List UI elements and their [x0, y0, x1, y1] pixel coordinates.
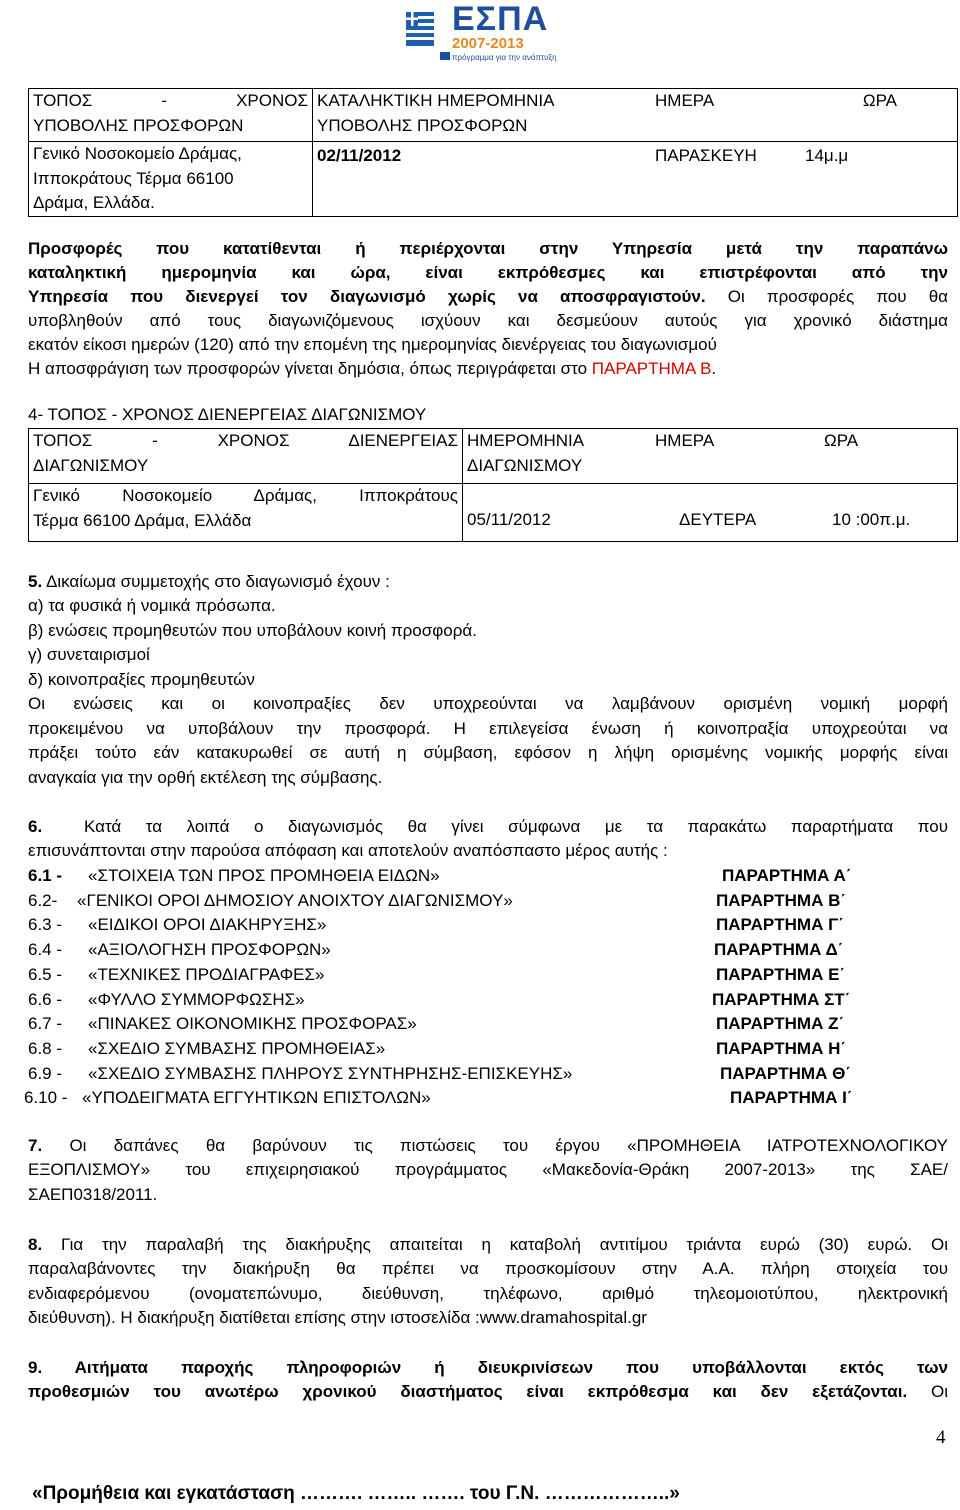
section7-line: ΣΑΕΠ0318/2011.: [28, 1185, 158, 1204]
late-para-line: [28, 285, 948, 310]
procedure-place-cell: [29, 484, 463, 542]
annex-item-number: 6.8 -: [28, 1038, 63, 1058]
annex-item-number: 6.6 -: [28, 989, 63, 1009]
annex-item-label: ΠΑΡΑΡΤΗΜΑ Δ΄: [714, 940, 844, 960]
annex-item-label: ΠΑΡΑΡΤΗΜΑ Γ΄: [716, 915, 844, 935]
section9-bold: προθεσμιών του ανωτέρω χρονικού διαστήματος είναι εκπρόθεσμα και δεν εξετάζονται.: [28, 1382, 908, 1401]
header-line: ΔΙΑΓΩΝΙΣΜΟΥ: [467, 455, 583, 475]
header-line: ΗΜΕΡΟΜΗΝΙΑ: [467, 431, 585, 450]
deadline-time-cell: [789, 142, 958, 217]
footer: «Προμήθεια και εγκατάσταση ………. …….. ……. του Γ.Ν. ………………..»: [32, 1483, 680, 1504]
procedure-time: 10 :00π.μ.: [832, 510, 911, 530]
list-item: δ) κοινοπραξίες προμηθευτών: [28, 670, 255, 689]
section5-para-line: προκειμένου να υποβάλουν την προσφορά. Η επιλεγείσα ένωση ή κοινοπραξία υποχρεούται να: [28, 719, 948, 738]
annex-item-title: «ΥΠΟΔΕΙΓΜΑΤΑ ΕΓΓΥΗΤΙΚΩΝ ΕΠΙΣΤΟΛΩΝ»: [82, 1088, 431, 1108]
annex-item-number: 6.5 -: [28, 964, 63, 984]
procedure-time-cell: [804, 484, 958, 542]
late-para-bold: Υπηρεσία που διενεργεί τον διαγωνισμό χωρίς να αποσφραγιστούν.: [28, 287, 706, 306]
section7-line: [28, 1134, 948, 1159]
logo-title: ΕΣΠΑ: [452, 0, 549, 38]
deadline-header: [313, 89, 652, 142]
annex-item-number: 6.7 -: [28, 1014, 63, 1034]
section7-line: ΕΞΟΠΛΙΣΜΟΥ» του επιχειρησιακού προγράμματος «Μακεδονία-Θράκη 2007-2013» της ΣΑΕ/: [28, 1160, 948, 1179]
annex-item-title: «ΠΙΝΑΚΕΣ ΟΙΚΟΝΟΜΙΚΗΣ ΠΡΟΣΦΟΡΑΣ»: [88, 1014, 417, 1034]
greek-flag-icon: [406, 12, 434, 46]
annex-item-label: ΠΑΡΑΡΤΗΜΑ ΣΤ΄: [712, 989, 851, 1009]
section8-line: διεύθυνση). Η διακήρυξη διατίθεται επίσης στην ιστοσελίδα :www.dramahospital.gr: [28, 1308, 647, 1327]
list-item: α) τα φυσικά ή νομικά πρόσωπα.: [28, 596, 276, 615]
section-text: Οι δαπάνες θα βαρύνουν τις πιστώσεις του έργου «ΠΡΟΜΗΘΕΙΑ ΙΑΤΡΟΤΕΧΝΟΛΟΓΙΚΟΥ: [42, 1136, 948, 1155]
place-line: Ιπποκράτους Τέρμα 66100: [33, 168, 234, 188]
place-line: Γενικό Νοσοκομείο Δράμας,: [33, 144, 242, 163]
annex-item-number: 6.4 -: [28, 940, 63, 960]
late-para-line: υποβληθούν από τους διαγωνιζόμενους ισχύουν και δεσμεύουν αυτούς για χρονικό διάστημα: [28, 311, 948, 330]
annex-item-title: «ΣΤΟΙΧΕΙΑ ΤΩΝ ΠΡΟΣ ΠΡΟΜΗΘΕΙΑ ΕΙΔΩΝ»: [88, 866, 440, 885]
place-line: Δράμα, Ελλάδα.: [33, 193, 155, 212]
section9-line: [28, 1380, 948, 1405]
deadline-day-cell: [651, 142, 789, 217]
annex-item-label: ΠΑΡΑΡΤΗΜΑ Ζ΄: [716, 1014, 845, 1034]
annex-item-label: ΠΑΡΑΡΤΗΜΑ Θ΄: [720, 1063, 851, 1083]
section5-para-line: Οι ενώσεις και οι κοινοπραξίες δεν υποχρεούνται να λαμβάνουν ορισμένη νομική μορφή: [28, 694, 948, 713]
header-line: ΔΙΑΓΩΝΙΣΜΟΥ: [33, 455, 149, 475]
annex-item-label: ΠΑΡΑΡΤΗΜΑ Α΄: [722, 866, 852, 885]
logo-subtitle: πρόγραμμα για την ανάπτυξη: [452, 53, 557, 62]
section6-line: Κατά τα λοιπά ο διαγωνισμός θα γίνει σύμφωνα με τα παρακάτω παραρτήματα που: [84, 817, 948, 836]
late-para-rest: Οι προσφορές που θα: [705, 287, 948, 306]
list-item: β) ενώσεις προμηθευτών που υποβάλουν κοινή προσφορά.: [28, 621, 477, 640]
procedure-day: ΔΕΥΤΕΡΑ: [679, 510, 757, 530]
deadline-time: 14μ.μ: [805, 146, 849, 165]
section5-title: [28, 570, 948, 595]
header-line: ΤΟΠΟΣ - ΧΡΟΝΟΣ ΔΙΕΝΕΡΓΕΙΑΣ: [33, 431, 458, 450]
procedure-place-header: [29, 429, 463, 484]
procedure-date: 05/11/2012: [467, 510, 551, 530]
section-text: Για την παραλαβή της διακήρυξης απαιτείται η καταβολή αντιτίμου τριάντα ευρώ (30) ευρώ. Οι: [42, 1235, 948, 1254]
header-line: ΥΠΟΒΟΛΗΣ ΠΡΟΣΦΟΡΩΝ: [317, 115, 528, 135]
annex-item-label: ΠΑΡΑΡΤΗΜΑ Ι΄: [730, 1088, 853, 1108]
section6-line: επισυνάπτονται στην παρούσα απόφαση και αποτελούν αναπόσπαστο μέρος αυτής :: [28, 841, 668, 860]
late-para-line: Προσφορές που κατατίθενται ή περιέρχονται στην Υπηρεσία μετά την παραπάνω: [28, 239, 948, 258]
logo-years: 2007-2013: [452, 35, 524, 52]
annex-item-title: «ΦΥΛΛΟ ΣΥΜΜΟΡΦΩΣΗΣ»: [88, 989, 305, 1009]
section5-para-line: πράξει τούτο εάν κατακυρωθεί σε αυτή η σύμβαση, εφόσον η λήψη ορισμένης νομικής μορφής είναι: [28, 743, 948, 762]
header-line: ΚΑΤΑΛΗΚΤΙΚΗ ΗΜΕΡΟΜΗΝΙΑ: [317, 91, 555, 110]
place-line: Τέρμα 66100 Δράμα, Ελλάδα: [33, 510, 252, 530]
annex-item-label: ΠΑΡΑΡΤΗΜΑ Ε΄: [716, 964, 846, 984]
time-header: ΩΡΑ: [789, 89, 958, 142]
late-para-line: εκατόν είκοσι ημερών (120) από την επομένη της ημερομηνίας διενέργειας του διαγωνισμού: [28, 335, 717, 354]
annex-item-number: 6.3 -: [28, 915, 63, 935]
deadline-date-cell: [313, 142, 652, 217]
eu-flag-icon: [440, 52, 450, 60]
section-title: Δικαίωμα συμμετοχής στο διαγωνισμό έχουν :: [42, 572, 390, 591]
late-para-line: [28, 357, 948, 382]
annex-item-title: «ΓΕΝΙΚΟΙ ΟΡΟΙ ΔΗΜΟΣΙΟΥ ΑΝΟΙΧΤΟΥ ΔΙΑΓΩΝΙΣΜΟΥ»: [77, 890, 513, 910]
deadline-date: 02/11/2012: [317, 146, 402, 165]
section8-line: παραλαβάνοντες την διακήρυξη θα πρέπει να προσκομίσουν στην Α.Α. πλήρη στοιχεία του: [28, 1259, 948, 1278]
submission-table: [28, 88, 958, 217]
section4-title: 4- ΤΟΠΟΣ - ΧΡΟΝΟΣ ΔΙΕΝΕΡΓΕΙΑΣ ΔΙΑΓΩΝΙΣΜΟΥ: [28, 405, 427, 424]
procedure-time-header: ΩΡΑ: [804, 429, 958, 484]
section9-rest: Οι: [907, 1382, 948, 1401]
place-line: Γενικό Νοσοκομείο Δράμας, Ιπποκράτους: [33, 486, 458, 506]
opening-text: Η αποσφράγιση των προσφορών γίνεται δημόσια, όπως περιγράφεται στο: [28, 359, 592, 378]
section-number: 7.: [28, 1136, 43, 1155]
period: .: [711, 359, 717, 378]
deadline-day: ΠΑΡΑΣΚΕΥΗ: [655, 146, 757, 165]
annex-item-label: ΠΑΡΑΡΤΗΜΑ Β΄: [716, 890, 847, 910]
annex-item-title: «ΤΕΧΝΙΚΕΣ ΠΡΟΔΙΑΓΡΑΦΕΣ»: [88, 964, 325, 984]
section-number: 8.: [28, 1235, 43, 1254]
procedure-date-header: [463, 429, 652, 484]
submission-place-header: [29, 89, 313, 142]
annex-item-label: ΠΑΡΑΡΤΗΜΑ Η΄: [716, 1038, 847, 1058]
annex-item-number: 6.10 -: [24, 1088, 68, 1108]
page-number: 4: [936, 1427, 946, 1448]
list-item: γ) συνεταιρισμοί: [28, 645, 150, 664]
annex-item-title: «ΣΧΕΔΙΟ ΣΥΜΒΑΣΗΣ ΠΡΟΜΗΘΕΙΑΣ»: [88, 1038, 386, 1058]
procedure-day-cell: [651, 484, 804, 542]
section9-line: 9. Αιτήματα παροχής πληροφοριών ή διευκρινίσεων που υποβάλλονται εκτός των: [28, 1358, 948, 1377]
day-header: ΗΜΕΡΑ: [651, 89, 789, 142]
espa-logo: [404, 0, 557, 66]
annex-item-title: «ΑΞΙΟΛΟΓΗΣΗ ΠΡΟΣΦΟΡΩΝ»: [88, 940, 331, 960]
annex-item-number: 6.2-: [28, 890, 58, 910]
annex-item-number: 6.9 -: [28, 1063, 63, 1083]
procedure-table: [28, 428, 958, 542]
section-number: 5.: [28, 572, 43, 591]
section8-line: [28, 1233, 948, 1258]
procedure-date-cell: [463, 484, 652, 542]
header-line: ΤΟΠΟΣ - ΧΡΟΝΟΣ: [33, 91, 308, 110]
header-line: ΥΠΟΒΟΛΗΣ ΠΡΟΣΦΟΡΩΝ: [33, 115, 244, 135]
submission-place-cell: [29, 142, 313, 217]
section5-para-line: αναγκαία για την ορθή εκτέλεση της σύμβασης.: [28, 768, 383, 787]
section8-line: ενδιαφερόμενου (ονοματεπώνυμο, διεύθυνση, τηλέφωνο, αριθμό τηλεομοιοτύπου, ηλεκτρονική: [28, 1284, 948, 1303]
annex-item-title: «ΣΧΕΔΙΟ ΣΥΜΒΑΣΗΣ ΠΛΗΡΟΥΣ ΣΥΝΤΗΡΗΣΗΣ-ΕΠΙΣΚΕΥΗΣ»: [88, 1063, 573, 1083]
procedure-day-header: ΗΜΕΡΑ: [651, 429, 804, 484]
section-number: 6.: [28, 817, 43, 836]
annex-item-number: 6.1 -: [28, 866, 63, 885]
late-para-line: καταληκτική ημερομηνία και ώρα, είναι εκπρόθεσμες και επιστρέφονται από την: [28, 263, 948, 282]
annex-item-title: «ΕΙΔΙΚΟΙ ΟΡΟΙ ΔΙΑΚΗΡΥΞΗΣ»: [88, 915, 327, 935]
annex-b-link[interactable]: ΠΑΡΑΡΤΗΜΑ Β: [591, 359, 712, 378]
